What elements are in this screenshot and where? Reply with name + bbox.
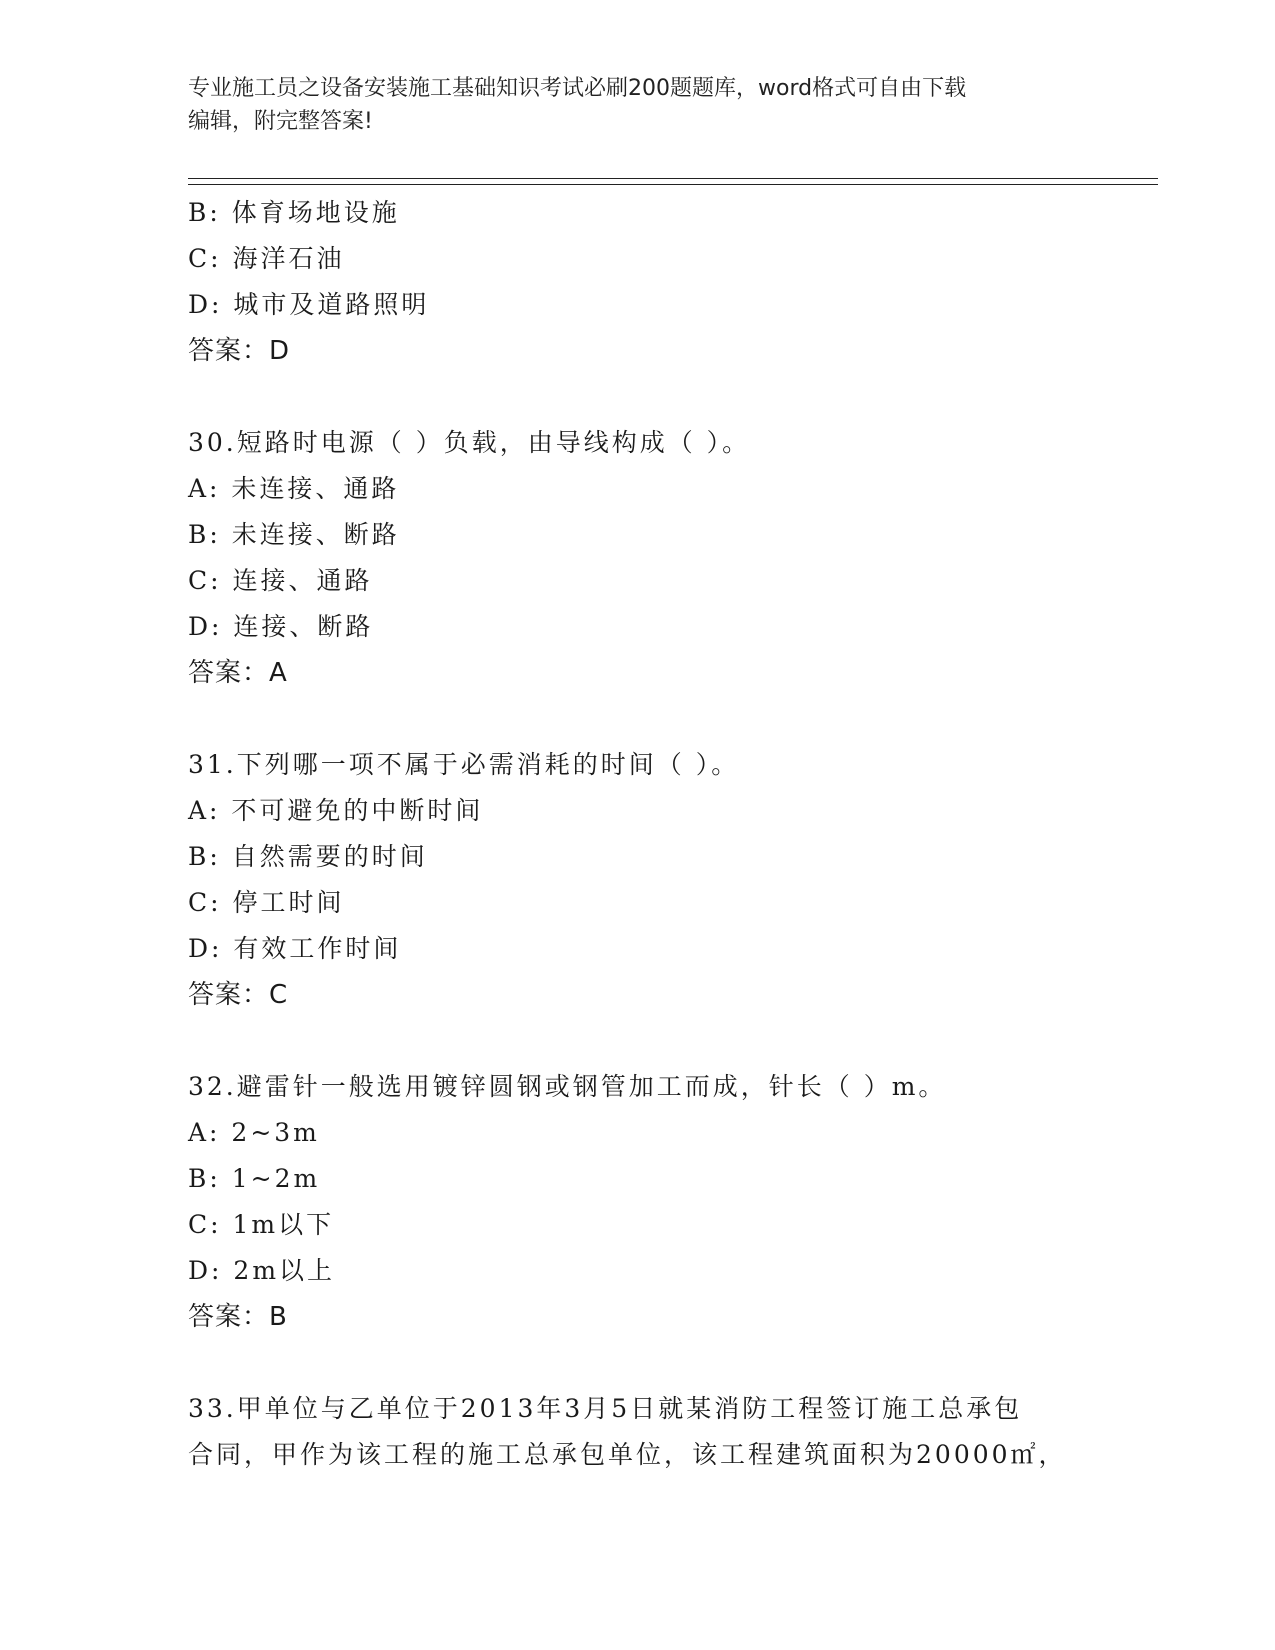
option-line: C: 连接、通路 — [188, 566, 373, 595]
option-line: A: 2~3m — [188, 1118, 320, 1147]
option-line: C: 1m以下 — [188, 1210, 335, 1239]
answer-line: 答案：B — [188, 1302, 288, 1332]
option-line: C: 停工时间 — [188, 888, 345, 917]
header-rule-thick — [188, 178, 1158, 179]
answer-line: 答案：A — [188, 658, 288, 688]
document-header — [188, 72, 1088, 138]
answer-line: 答案：D — [188, 336, 291, 366]
header-line-2: 编辑，附完整答案! — [188, 109, 373, 134]
spacer — [188, 1340, 1148, 1386]
spacer — [188, 1018, 1148, 1064]
spacer — [188, 696, 1148, 742]
spacer — [188, 374, 1148, 420]
option-line: C: 海洋石油 — [188, 244, 345, 273]
option-line: A: 未连接、通路 — [188, 474, 400, 503]
option-line: B: 未连接、断路 — [188, 520, 400, 549]
option-line: D: 城市及道路照明 — [188, 290, 430, 319]
question-line: 32.避雷针一般选用镀锌圆钢或钢管加工而成，针长（ ）m。 — [188, 1072, 947, 1101]
answer-line: 答案：C — [188, 980, 289, 1010]
question-line: 33.甲单位与乙单位于2013年3月5日就某消防工程签订施工总承包 — [188, 1394, 1023, 1423]
option-line: B: 1~2m — [188, 1164, 321, 1193]
option-line: D: 2m以上 — [188, 1256, 336, 1285]
option-line: D: 连接、断路 — [188, 612, 374, 641]
question-line: 合同，甲作为该工程的施工总承包单位，该工程建筑面积为20000㎡， — [188, 1440, 1067, 1469]
question-content — [188, 190, 1148, 1478]
header-line-1: 专业施工员之设备安装施工基础知识考试必刷200题题库，word格式可自由下载 — [188, 76, 967, 101]
option-line: A: 不可避免的中断时间 — [188, 796, 484, 825]
option-line: D: 有效工作时间 — [188, 934, 402, 963]
question-line: 31.下列哪一项不属于必需消耗的时间（ ）。 — [188, 750, 740, 779]
option-line: B: 自然需要的时间 — [188, 842, 428, 871]
option-line: B: 体育场地设施 — [188, 198, 400, 227]
header-rule-thin — [188, 184, 1158, 185]
question-line: 30.短路时电源（ ）负载，由导线构成（ ）。 — [188, 428, 751, 457]
